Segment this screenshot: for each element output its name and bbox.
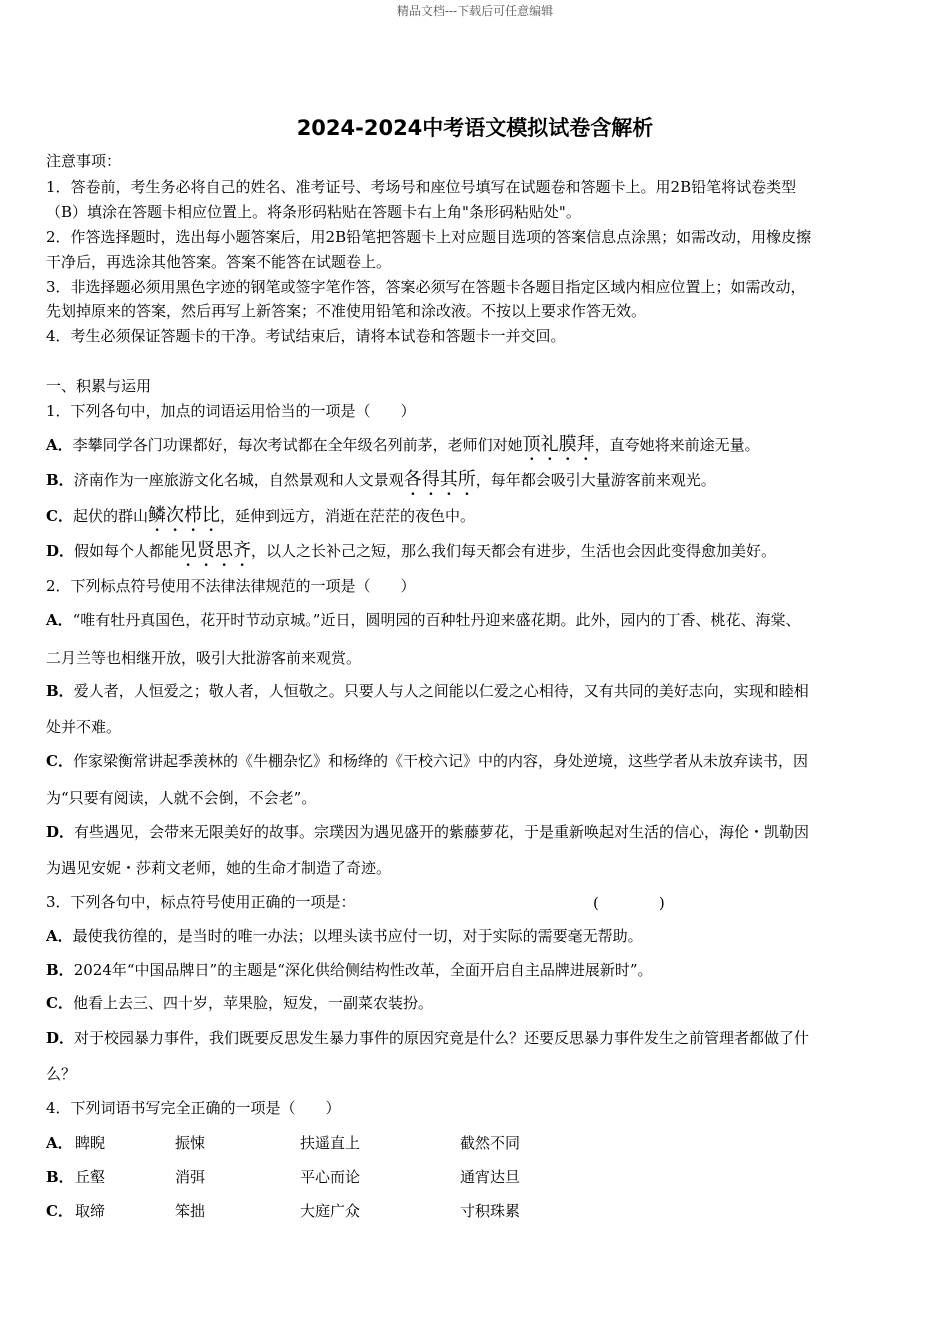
dotted-phrase: 各得其所 [403,469,476,490]
option-text: ，延伸到远方，消逝在茫茫的夜色中。 [219,507,475,525]
option-label: D． [46,542,75,560]
option-label: A． [46,927,73,945]
notice-line: （B）填涂在答题卡相应位置上。将条形码粘贴在答题卡右上角"条形码粘贴处"。 [46,203,581,221]
notice-heading: 注意事项： [46,152,122,170]
option-text: 最使我彷徨的，是当时的唯一办法；以埋头读书应付一切，对于实际的需要毫无帮助。 [72,927,643,945]
word-cell: 大庭广众 [300,1202,361,1220]
option-label: A． [46,1134,73,1152]
option-text: 作家梁衡常讲起季羡林的《牛棚杂忆》和杨绛的《干校六记》中的内容，身处逆境，这些学者从未放弃读书，因 [72,752,808,770]
option-label: B． [46,682,74,700]
question-3-option-b [46,960,653,980]
option-label: A． [46,436,73,454]
notice-line: 3．非选择题必须用黑色字迹的钢笔或签字笔作答，答案必须写在答题卡各题目指定区域内相应位置上；如需改动， [46,278,806,296]
question-2-option-b [46,681,809,701]
question-3-option-c [46,993,433,1013]
option-text: 2024年“中国品牌日”的主题是“深化供给侧结构性改革，全面开启自主品牌进展新时”。 [73,961,653,979]
word-cell: 寸积珠累 [460,1202,521,1220]
notice-line: 2．作答选择题时，选出每小题答案后，用2B铅笔把答题卡上对应题目选项的答案信息点涂黑；如需改动，用橡皮擦 [46,228,812,246]
question-4-stem: 4．下列词语书写完全正确的一项是（ ） [46,1099,341,1117]
question-2-stem: 2．下列标点符号使用不法律法律规范的一项是（ ） [46,577,416,595]
answer-paren: ( ) [593,894,665,912]
question-1-option-d [46,540,776,571]
option-text: 李攀同学各门功课都好，每次考试都在全年级名列前茅，老师们对她 [72,436,523,454]
notice-line: 干净后，再选涂其他答案。答案不能答在试题卷上。 [46,253,392,271]
question-2-option-a [46,610,800,630]
question-1-option-a [46,434,760,465]
word-cell: 消弭 [175,1168,206,1186]
option-continuation: 为遇见安妮・莎莉文老师，她的生命才制造了奇迹。 [46,859,392,877]
option-label: B． [46,471,74,489]
word-cell: 扶遥直上 [300,1134,361,1152]
question-1-stem: 1．下列各句中，加点的词语运用恰当的一项是（ ） [46,402,416,420]
option-continuation: 二月兰等也相继开放，吸引大批游客前来观赏。 [46,649,362,667]
option-label: C． [46,507,73,525]
word-cell: 丘壑 [75,1168,106,1186]
notice-line: 先划掉原来的答案，然后再写上新答案；不准使用铅笔和涂改液。不按以上要求作答无效。 [46,302,647,320]
option-label: B． [46,961,74,979]
option-text: 假如每个人都能 [74,542,180,560]
word-cell: 通宵达旦 [460,1168,521,1186]
option-text: “唯有牡丹真国色，花开时节动京城。”近日，圆明园的百种牡丹迎来盛花期。此外，园内的丁香、桃花、海棠、 [72,611,801,629]
word-cell: 取缔 [75,1202,106,1220]
option-label: C． [46,1202,73,1220]
notice-line: 1．答卷前，考生务必将自己的姓名、准考证号、考场号和座位号填写在试题卷和答题卡上。用2B铅笔将试卷类型 [46,178,797,196]
option-text: 他看上去三、四十岁，苹果脸，短发，一副菜农装扮。 [72,994,433,1012]
dotted-phrase: 见贤思齐 [179,540,252,561]
word-cell: 平心而论 [300,1168,361,1186]
question-2-option-d [46,822,809,842]
option-label: D． [46,823,75,841]
option-continuation: 为“只要有阅读，人就不会倒，不会老”。 [46,789,317,807]
option-label: D． [46,1029,75,1047]
option-text: ，每年都会吸引大量游客前来观光。 [475,471,716,489]
option-label: A． [46,611,73,629]
question-2-option-c [46,751,808,771]
word-cell: 笨拙 [175,1202,206,1220]
question-3-option-d [46,1028,809,1048]
dotted-phrase: 鳞次栉比 [147,505,220,526]
option-label: B． [46,1168,74,1186]
page-title: 2024-2024中考语文模拟试卷含解析 [296,116,654,140]
word-cell: 截然不同 [460,1134,521,1152]
word-cell: 睥睨 [75,1134,106,1152]
option-text: ，以人之长补己之短，那么我们每天都会有进步，生活也会因此变得愈加美好。 [251,542,777,560]
option-text: 对于校园暴力事件，我们既要反思发生暴力事件的原因究竟是什么？还要反思暴力事件发生之前管理者都做了什 [74,1029,810,1047]
dotted-phrase: 顶礼膜拜 [522,434,595,455]
option-text: 有些遇见，会带来无限美好的故事。宗璞因为遇见盛开的紫藤萝花，于是重新唤起对生活的信心，海伦・凯勒因 [74,823,810,841]
option-continuation: 么？ [46,1065,77,1083]
word-cell: 振悚 [175,1134,206,1152]
option-label: C． [46,752,73,770]
header-note: 精品文档---下载后可任意编辑 [396,4,554,18]
option-continuation: 处并不难。 [46,718,122,736]
question-3-stem: 3．下列各句中，标点符号使用正确的一项是： [46,893,356,911]
option-text: 起伏的群山 [72,507,148,525]
question-1-option-b [46,469,716,500]
option-text: 爱人者，人恒爱之；敬人者，人恒敬之。只要人与人之间能以仁爱之心相待，又有共同的美好志向，实现和睦相 [73,682,809,700]
option-text: 济南作为一座旅游文化名城，自然景观和人文景观 [73,471,404,489]
question-1-option-c [46,505,475,536]
option-label: C． [46,994,73,1012]
section-heading: 一、积累与运用 [46,377,152,395]
notice-line: 4．考生必须保证答题卡的干净。考试结束后，请将本试卷和答题卡一并交回。 [46,327,566,345]
option-text: ，直夸她将来前途无量。 [594,436,760,454]
question-3-option-a [46,926,643,946]
